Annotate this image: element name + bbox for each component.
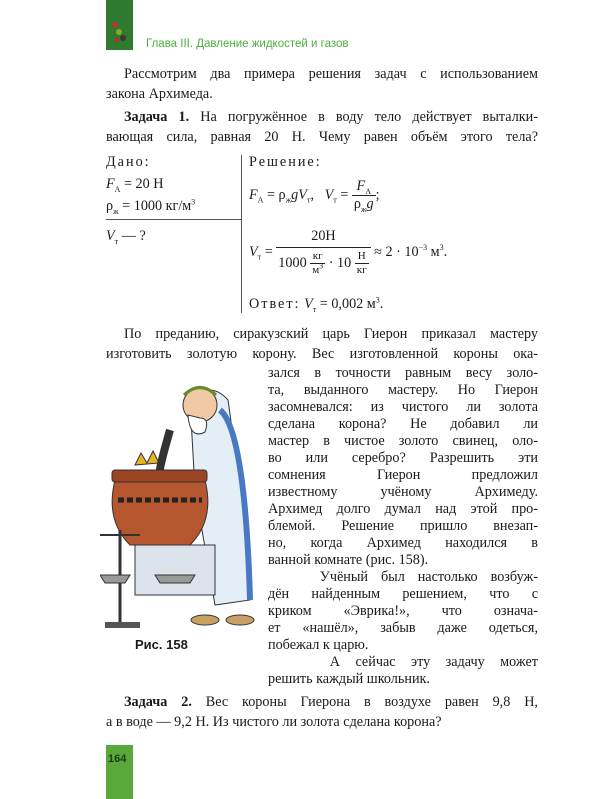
table-vertical-divider: [241, 155, 242, 313]
story-column-line: засомневался: из чистого ли золота: [268, 399, 538, 415]
superscript: −3: [418, 243, 428, 253]
text: .: [443, 243, 448, 260]
text: ,: [310, 186, 314, 203]
page-number: 164: [108, 753, 127, 765]
table-horizontal-divider: [106, 219, 242, 220]
subscript: т: [312, 304, 317, 314]
number: 1000: [278, 254, 307, 271]
chapter-tab-decoration: [106, 0, 133, 50]
symbol: g: [366, 196, 374, 212]
numerator: 20Н: [276, 228, 370, 248]
story-column-line: Учёный был настолько возбуж-: [268, 569, 538, 585]
text: = ρ: [263, 186, 286, 203]
unit: кг: [356, 264, 367, 276]
subscript: ж: [113, 206, 119, 216]
fraction: [276, 228, 370, 277]
subscript: т: [306, 195, 311, 205]
value: = 20 Н: [120, 176, 164, 192]
story-column-line: мастер в чистое золото свинец, оло-: [268, 433, 538, 449]
formula-calculation: [249, 228, 447, 277]
unit: Н: [355, 250, 369, 264]
story-column-line: сомнения Гиерон предложил: [268, 467, 538, 483]
story-column-line: сделана корона? Не добавил ли: [268, 416, 538, 432]
task2-line: а в воде — 9,2 Н. Из чистого ли золота сделана корона?: [106, 714, 442, 730]
story-column: [268, 365, 538, 688]
task1-label: Задача 1.: [124, 109, 190, 125]
symbol: V: [304, 296, 313, 312]
story-column-line: зался в точности равным весу золо-: [268, 365, 538, 381]
story-column-line: известному учёному Архимеду.: [268, 484, 538, 500]
result: ≈ 2 · 10: [374, 243, 419, 260]
text: =: [261, 243, 277, 260]
given-title: Дано:: [106, 154, 151, 170]
value: — ?: [118, 228, 146, 244]
formula-archimedes: [249, 178, 380, 213]
subscript: А: [257, 195, 264, 205]
subscript: т: [257, 252, 262, 262]
fraction: $\frac{F_А}{\rho_жg}$: [353, 178, 374, 214]
page-number-tab: [106, 745, 133, 799]
superscript: 3: [319, 261, 324, 271]
intro-line: Рассмотрим два примера решения задач с использованием: [124, 66, 538, 82]
chapter-title: Глава III. Давление жидкостей и газов: [146, 38, 349, 50]
archimedes-illustration: [100, 370, 270, 635]
task2-text: [124, 692, 538, 712]
task1-text: [124, 107, 538, 127]
subscript: т: [114, 236, 119, 246]
value: = 1000 кг/м: [118, 198, 192, 214]
story-column-line: блемой. Решение пришло внезап-: [268, 518, 538, 534]
task1-table: [106, 150, 448, 315]
story-column-line: дён найденным решением, что с: [268, 586, 538, 602]
unit: м: [427, 243, 440, 260]
number: · 10: [328, 254, 352, 271]
unit: кг: [310, 250, 325, 264]
subscript: ж: [361, 204, 367, 214]
story-column-line: во или серебро? Разрешить эти: [268, 450, 538, 466]
symbol: ρ: [106, 198, 114, 214]
story-column-line: ванной комнате (рис. 158).: [268, 552, 429, 568]
answer-value: = 0,002 м: [316, 296, 376, 312]
subscript: т: [333, 195, 337, 205]
story-line: По преданию, сиракузский царь Гиерон приказал мастеру: [124, 326, 538, 342]
text: .: [379, 296, 384, 312]
subscript: ж: [285, 195, 292, 205]
figure-caption: Рис. 158: [135, 637, 188, 652]
story-column-line: решить каждый школьник.: [268, 671, 430, 687]
superscript: 3: [375, 295, 380, 305]
story-column-line: побежал к царю.: [268, 637, 369, 653]
story-column-line: та, выданного мастеру. Но Гиерон: [268, 382, 538, 398]
symbol: V: [249, 243, 258, 260]
unit: м: [312, 264, 320, 276]
story-column-line: криком «Эврика!», что означа-: [268, 603, 538, 619]
superscript: 3: [439, 243, 444, 253]
symbol: F: [106, 176, 115, 192]
subscript: А: [365, 186, 371, 196]
task2-label: Задача 2.: [124, 694, 192, 710]
symbol: F: [249, 186, 258, 203]
intro-line: закона Архимеда.: [106, 86, 213, 102]
task1-line: вающая сила, равная 20 Н. Чему равен объём этого тела?: [106, 129, 538, 145]
text: =: [336, 186, 352, 203]
answer-label: Ответ:: [249, 296, 301, 312]
story-column-line: но, когда Архимед находился в: [268, 535, 538, 551]
answer: [249, 294, 383, 314]
story-line: изготовить золотую корону. Вес изготовленной короны ока-: [106, 346, 538, 362]
find-volume: [106, 226, 146, 246]
solution-title: Решение:: [249, 154, 322, 170]
symbol: V: [324, 186, 334, 203]
subscript: А: [114, 184, 121, 194]
decorative-figure-icon: [106, 0, 133, 50]
story-column-line: А сейчас эту задачу может: [268, 654, 538, 670]
task1-line: На погружённое в воду тело действует выталки-: [189, 109, 538, 125]
story-column-line: ет «нашёл», забыв даже одеться,: [268, 620, 538, 636]
superscript: 3: [191, 197, 196, 207]
story-column-line: Архимед долго думал над этой про-: [268, 501, 538, 517]
symbol: gV: [291, 186, 307, 203]
symbol: F: [356, 178, 366, 194]
symbol: V: [106, 228, 115, 244]
text: ;: [375, 186, 380, 203]
task2-line: Вес короны Гиерона в воздухе равен 9,8 Н,: [191, 694, 538, 710]
given-density: [106, 196, 195, 216]
given-force: [106, 174, 164, 194]
